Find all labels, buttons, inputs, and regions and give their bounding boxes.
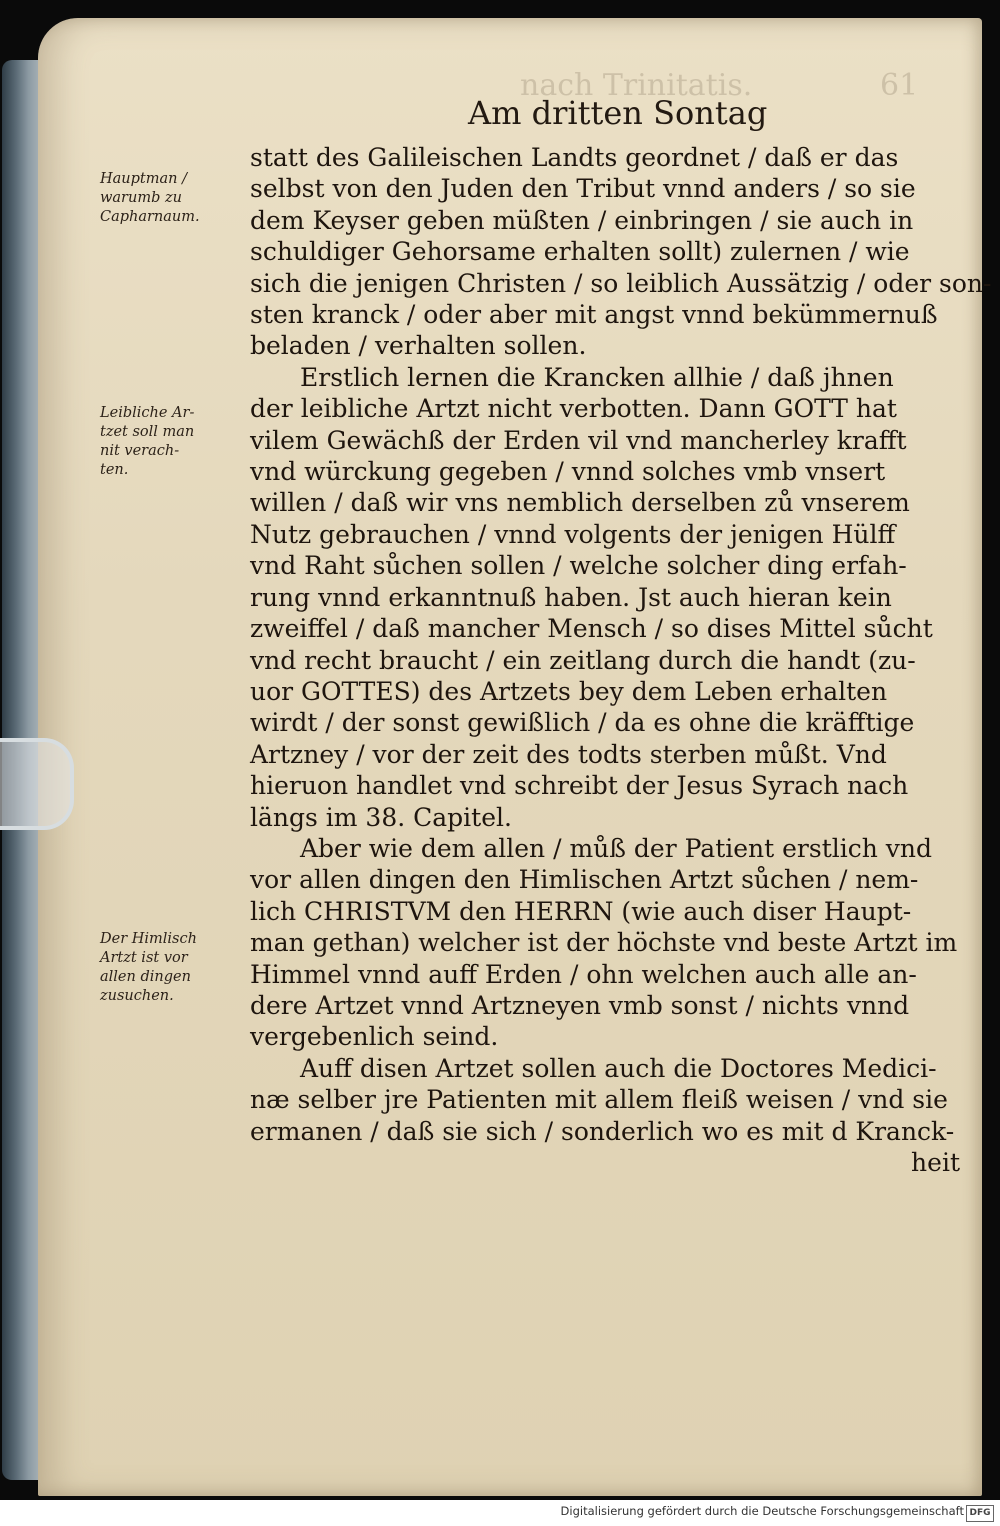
text-line: selbst von den Juden den Tribut vnnd anders / so sie bbox=[250, 174, 916, 204]
text-line: wirdt / der sonst gewißlich / da es ohne die kräfftige bbox=[250, 708, 915, 738]
text-line: längs im 38. Capitel. bbox=[250, 802, 512, 832]
margin-note-line: warumb zu bbox=[100, 190, 182, 206]
text-line: sich die jenigen Christen / so leiblich Aussätzig / oder son- bbox=[250, 268, 992, 298]
text-line: man gethan) welcher ist der höchste vnd beste Artzt im bbox=[250, 928, 958, 958]
text-line: Nutz gebrauchen / vnnd volgents der jenigen Hülff bbox=[250, 519, 896, 549]
margin-note-line: Der Himlisch bbox=[100, 931, 197, 947]
text-line: willen / daß wir vns nemblich derselben zů vnserem bbox=[250, 488, 910, 518]
text-line: Aber wie dem allen / můß der Patient erstlich vnd bbox=[300, 833, 933, 863]
digitization-footer bbox=[0, 1500, 1000, 1526]
text-line: vilem Gewächß der Erden vil vnd mancherley krafft bbox=[250, 425, 907, 455]
margin-note-line: Hauptman / bbox=[100, 171, 187, 187]
text-line: rung vnnd erkanntnuß haben. Jst auch hieran kein bbox=[250, 582, 892, 612]
dfg-logo: DFG bbox=[966, 1505, 994, 1522]
body-text bbox=[250, 142, 992, 1178]
margin-note-line: Capharnaum. bbox=[100, 209, 200, 225]
margin-note-line: tzet soll man bbox=[100, 424, 195, 440]
text-line: vnd Raht sůchen sollen / welche solcher ding erfah- bbox=[250, 551, 907, 581]
text-line: vor allen dingen den Himlischen Artzt sůchen / nem- bbox=[250, 865, 919, 895]
catchword: heit bbox=[911, 1148, 960, 1177]
text-line: dere Artzet vnnd Artzneyen vmb sonst / nichts vnnd bbox=[250, 990, 910, 1020]
page-clip-tab bbox=[0, 738, 74, 830]
funding-credit: Digitalisierung gefördert durch die Deutsche Forschungsgemeinschaft bbox=[560, 1504, 964, 1518]
text-line: Artzney / vor der zeit des todts sterben můßt. Vnd bbox=[250, 739, 887, 769]
text-line: næ selber jre Patienten mit allem fleiß weisen / vnd sie bbox=[250, 1085, 948, 1115]
text-line: lich CHRISTVM den HERRN (wie auch diser Haupt- bbox=[250, 896, 912, 926]
margin-note-line: nit verach- bbox=[100, 443, 180, 459]
text-line: der leibliche Artzt nicht verbotten. Dann GOTT hat bbox=[250, 394, 897, 424]
margin-note-line: zusuchen. bbox=[100, 988, 174, 1004]
margin-note-line: ten. bbox=[100, 462, 129, 478]
text-line: schuldiger Gehorsame erhalten sollt) zulernen / wie bbox=[250, 237, 910, 267]
text-line: zweiffel / daß mancher Mensch / so dises Mittel sůcht bbox=[250, 614, 933, 644]
text-line: vergebenlich seind. bbox=[250, 1022, 499, 1052]
text-line: beladen / verhalten sollen. bbox=[250, 331, 587, 361]
text-line: hieruon handlet vnd schreibt der Jesus Syrach nach bbox=[250, 771, 909, 801]
margin-note-himlisch-artzt bbox=[100, 930, 250, 1006]
margin-note-leibliche-artzet bbox=[100, 404, 250, 480]
text-line: uor GOTTES) des Artzets bey dem Leben erhalten bbox=[250, 676, 888, 706]
margin-note-line: allen dingen bbox=[100, 969, 191, 985]
bleed-through-page-number: 61 bbox=[880, 68, 919, 103]
margin-note-line: Artzt ist vor bbox=[100, 950, 188, 966]
margin-note-line: Leibliche Ar- bbox=[100, 405, 195, 421]
text-line: Erstlich lernen die Krancken allhie / daß jhnen bbox=[300, 362, 894, 392]
text-line: Himmel vnnd auff Erden / ohn welchen auch alle an- bbox=[250, 959, 917, 989]
running-head: Am dritten Sontag bbox=[468, 94, 768, 132]
margin-note-hauptman bbox=[100, 170, 250, 227]
text-line: dem Keyser geben müßten / einbringen / sie auch in bbox=[250, 205, 914, 235]
text-line: vnd recht braucht / ein zeitlang durch die handt (zu- bbox=[250, 645, 916, 675]
text-line: Auff disen Artzet sollen auch die Doctores Medici- bbox=[300, 1053, 937, 1083]
text-line: ermanen / daß sie sich / sonderlich wo es mit d Kranck- bbox=[250, 1116, 955, 1146]
bleed-through-text: nach Trinitatis. bbox=[520, 68, 753, 103]
text-line: sten kranck / oder aber mit angst vnnd bekümmernuß bbox=[250, 300, 938, 330]
text-line: statt des Galileischen Landts geordnet / daß er das bbox=[250, 143, 899, 172]
text-line: vnd würckung gegeben / vnnd solches vmb vnsert bbox=[250, 457, 886, 487]
